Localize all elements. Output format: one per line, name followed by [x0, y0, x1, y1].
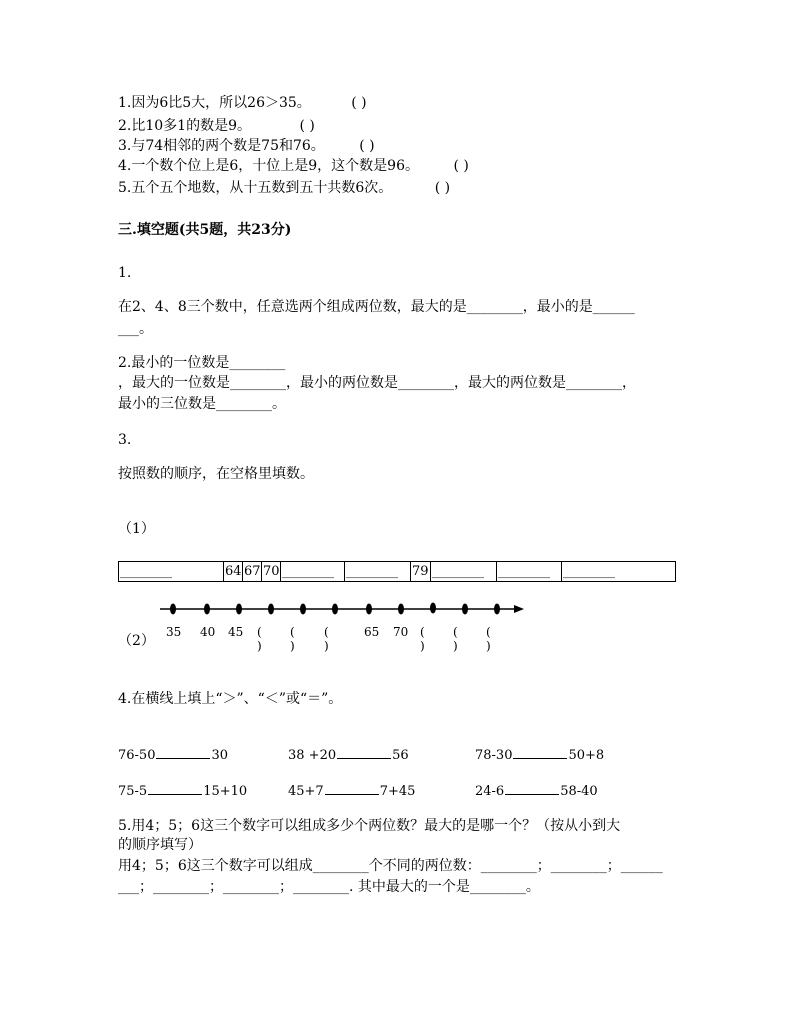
- q5-line4: ___；________；________；________. 其中最大的一个是________。: [118, 879, 540, 895]
- q1-line1: 在2、4、8三个数中，任意选两个组成两位数，最大的是________，最小的是______: [118, 299, 635, 315]
- expr-right: 15+10: [203, 784, 248, 799]
- answer-paren[interactable]: ( ): [299, 118, 315, 134]
- grid-cell: 70: [263, 564, 280, 579]
- tick-dot: [462, 604, 468, 615]
- expr-left: 24-6: [475, 784, 505, 799]
- q5-line2: 的顺序填写）: [118, 837, 202, 853]
- judge-item-text: 2.比10多1的数是9。: [118, 118, 251, 134]
- nl-label: 45: [228, 625, 244, 639]
- answer-paren[interactable]: ( ): [434, 180, 451, 196]
- judge-item-text: 4.一个数个位上是6，十位上是9，这个数是96。: [118, 158, 419, 174]
- grid-cell-blank[interactable]: ________: [280, 562, 344, 581]
- tick-dot: [398, 604, 404, 615]
- question-number: 1.: [118, 265, 132, 281]
- expr-right: 58-40: [560, 784, 598, 799]
- answer-blank[interactable]: [148, 780, 202, 795]
- nl-blank[interactable]: ( ): [257, 625, 262, 653]
- tick-dot: [430, 603, 436, 614]
- nl-label: 40: [200, 625, 216, 639]
- q4-title: 4.在横线上填上“＞”、“＜”或“＝”。: [118, 691, 343, 707]
- grid-cell-blank[interactable]: ________: [496, 562, 561, 581]
- grid-cell: 79: [412, 564, 429, 579]
- section-title: 三.填空题(共5题，共23分): [118, 222, 292, 238]
- expr-right: 50+8: [568, 748, 605, 763]
- nl-label: 70: [393, 625, 409, 639]
- answer-paren[interactable]: ( ): [359, 138, 375, 154]
- answer-blank[interactable]: [513, 744, 567, 759]
- answer-blank[interactable]: [337, 744, 391, 759]
- tick-dot: [170, 604, 176, 615]
- expr-left: 45+7: [288, 784, 324, 799]
- number-sequence-grid: [118, 561, 676, 582]
- answer-blank[interactable]: [156, 744, 210, 759]
- judge-item-2: [118, 117, 315, 135]
- expr-right: 7+45: [379, 784, 416, 799]
- nl-blank[interactable]: ( ): [420, 625, 425, 653]
- tick-dot: [268, 604, 274, 615]
- tick-dot: [204, 604, 210, 615]
- nl-blank[interactable]: ( ): [324, 625, 329, 653]
- tick-dot: [236, 604, 242, 615]
- compare-item: [118, 744, 228, 763]
- question-number: 3.: [118, 432, 132, 448]
- nl-label: 65: [364, 625, 380, 639]
- judge-item-4: [118, 157, 469, 175]
- judge-item-text: 5.五个五个地数，从十五数到五十共数6次。: [118, 180, 393, 196]
- tick-dot: [300, 604, 306, 615]
- q3-instruction: 按照数的顺序，在空格里填数。: [118, 466, 314, 482]
- grid-cell-blank[interactable]: ________: [561, 562, 675, 581]
- expr-left: 75-5: [118, 784, 148, 799]
- judge-item-5: [118, 179, 450, 197]
- judge-item-1: [118, 94, 367, 112]
- grid-cell-blank[interactable]: ________: [344, 562, 410, 581]
- expr-right: 56: [392, 748, 409, 763]
- grid-cell-blank[interactable]: ________: [120, 564, 172, 579]
- expr-left: 76-50: [118, 748, 156, 763]
- answer-paren[interactable]: ( ): [453, 158, 469, 174]
- nl-label: 35: [166, 625, 182, 639]
- grid-cell: 64: [225, 564, 242, 579]
- compare-item: [475, 780, 598, 799]
- number-line: [150, 598, 540, 622]
- expr-left: 38 +20: [288, 748, 337, 763]
- q2-line1: 2.最小的一位数是________: [118, 355, 286, 371]
- answer-blank[interactable]: [325, 780, 379, 795]
- tick-dot: [494, 604, 500, 615]
- expr-left: 78-30: [475, 748, 513, 763]
- q2-line3: 最小的三位数是________。: [118, 396, 286, 412]
- expr-right: 30: [211, 748, 229, 763]
- grid-cell: 67: [244, 564, 261, 579]
- tick-dot: [366, 604, 372, 615]
- tick-dot: [332, 604, 338, 615]
- judge-item-text: 3.与74相邻的两个数是75和76。: [118, 138, 325, 154]
- nl-blank[interactable]: ( ): [290, 625, 295, 653]
- compare-item: [288, 780, 415, 799]
- q5-line1: 5.用4；5；6这三个数字可以组成多少个两位数？最大的是哪一个？（按从小到大: [118, 818, 621, 834]
- part-label: （1）: [118, 521, 155, 537]
- q1-line2: ___。: [118, 321, 153, 337]
- q2-line2: ，最大的一位数是________，最小的两位数是________，最大的两位数是________，: [118, 375, 636, 391]
- judge-item-3: [118, 137, 375, 155]
- nl-blank[interactable]: ( ): [453, 625, 458, 653]
- answer-paren[interactable]: ( ): [351, 95, 367, 111]
- compare-item: [475, 744, 604, 763]
- answer-blank[interactable]: [505, 780, 559, 795]
- compare-item: [118, 780, 247, 799]
- part-label: （2）: [118, 633, 155, 649]
- q5-line3: 用4；5；6这三个数字可以组成________个不同的两位数：________；________；______: [118, 858, 663, 874]
- compare-item: [288, 744, 409, 763]
- grid-cell-blank[interactable]: ________: [430, 562, 496, 581]
- nl-blank[interactable]: ( ): [486, 625, 491, 653]
- judge-item-text: 1.因为6比5大，所以26＞35。: [118, 95, 311, 111]
